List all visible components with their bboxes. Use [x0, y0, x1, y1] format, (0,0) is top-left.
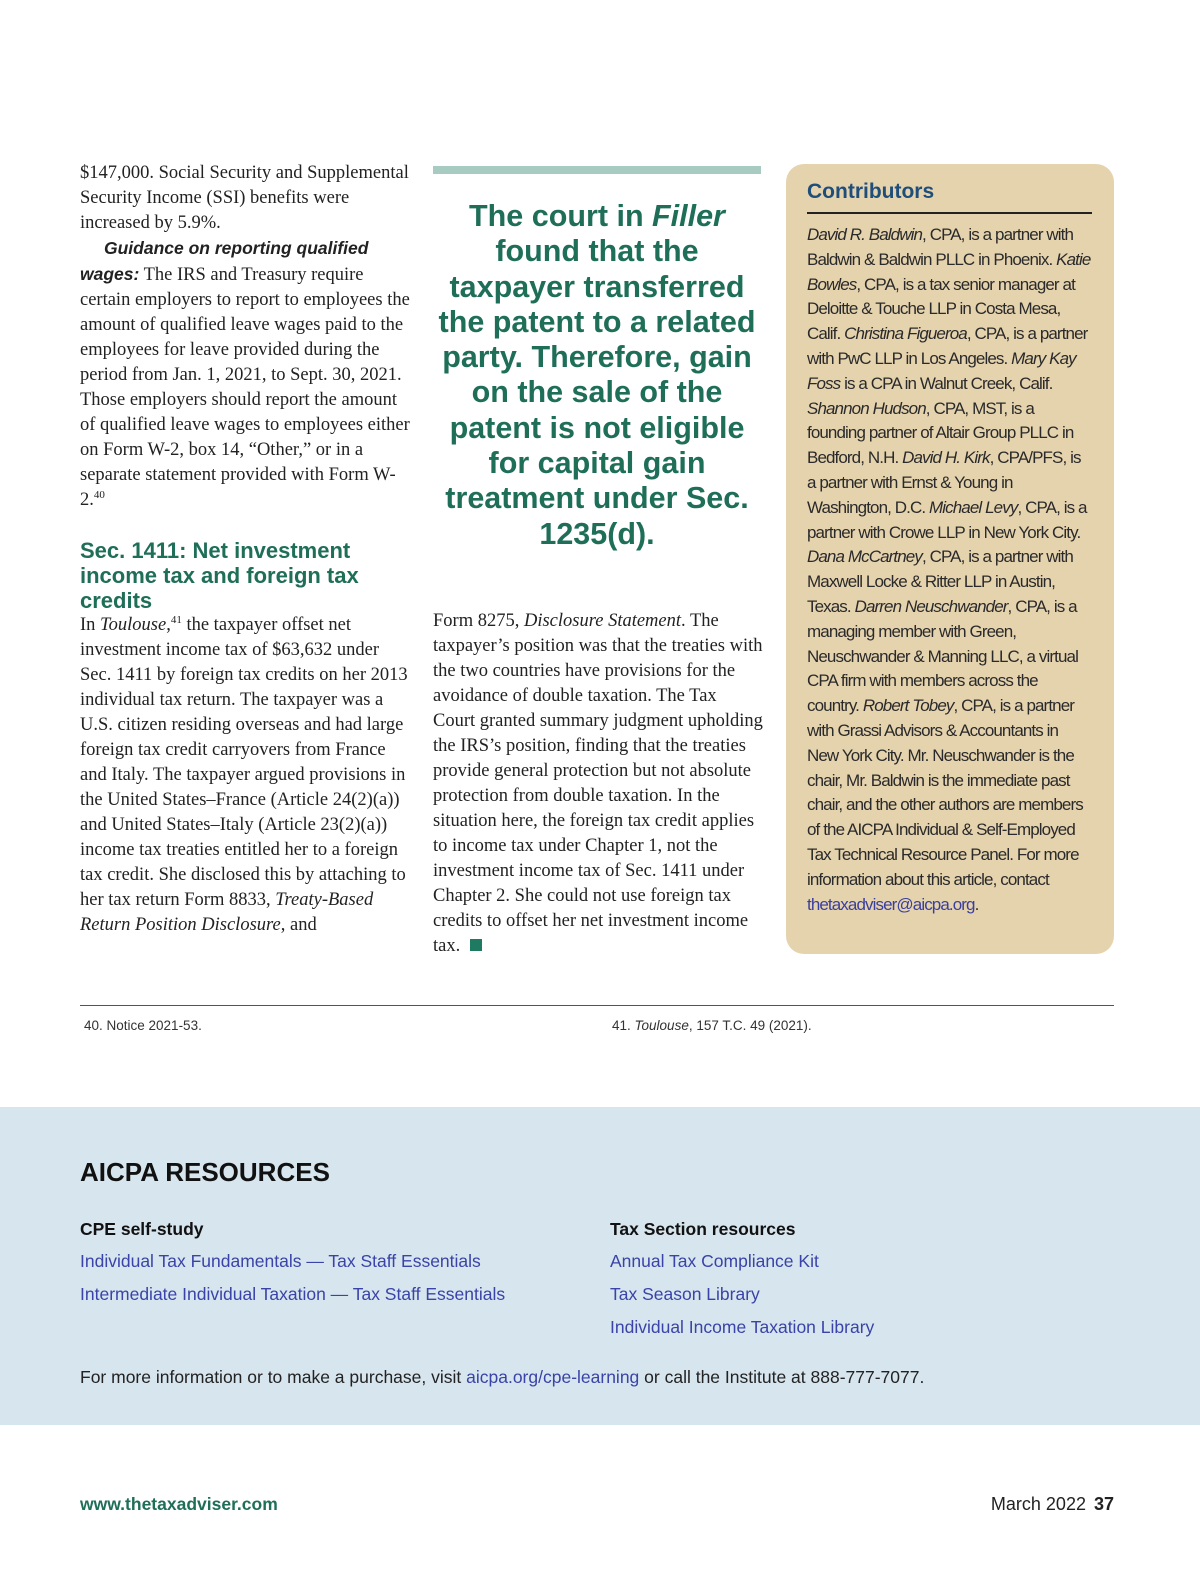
- resources-title: AICPA RESOURCES: [80, 1157, 330, 1187]
- contributors-text: [807, 223, 1092, 917]
- footnote-ref-40[interactable]: 40: [93, 489, 105, 501]
- cpe-self-study-heading: CPE self-study: [80, 1219, 204, 1239]
- contributor-name: David R. Baldwin: [807, 225, 923, 244]
- contributor-bio: is a CPA in Walnut Creek, Calif.: [840, 373, 1053, 393]
- case-name: Toulouse: [100, 615, 167, 635]
- contributor-name: Darren Neuschwander: [854, 596, 1008, 616]
- paragraph: [433, 609, 763, 959]
- contributors-box: [786, 164, 1114, 954]
- footnote-divider: [80, 1005, 1114, 1006]
- paragraph-text: The IRS and Treasury require certain employers to report to employees the amount of qualified leave wages paid to the employees for leave provided during the period from Jan. 1, 2021, to Sept. 30, 2021. Those employers should report the amount of qualified leave wages to employees either on Form W-2, box 14, “Other,” or in a separate statement provided with Form W-2.: [80, 265, 410, 510]
- contributor-bio: , CPA, is a partner with Baldwin & Baldwin PLLC in Phoenix.: [807, 225, 1074, 269]
- paragraph-text: In: [80, 615, 101, 635]
- contributor-bio: , CPA, MST, is a founding partner of Altair Group PLLC in Bedford, N.H.: [807, 398, 1074, 468]
- article-column-1: [80, 161, 410, 938]
- footnote-number: 41.: [612, 1018, 635, 1033]
- pull-quote-text: The court in: [469, 199, 653, 233]
- paragraph: [80, 613, 410, 938]
- pull-quote-text: found that the taxpayer transferred the patent to a related party. Therefore, gain on the sale of the patent is not eligible for capital gain treatment under Sec. 1235(d).: [438, 234, 756, 551]
- tax-section-resources-list: [610, 1219, 874, 1349]
- paragraph: $147,000. Social Security and Supplemental Security Income (SSI) benefits were increased by 5.9%.: [80, 163, 409, 233]
- pull-quote: [433, 166, 761, 552]
- resource-link[interactable]: Tax Season Library: [610, 1284, 760, 1304]
- resource-link[interactable]: Intermediate Individual Taxation — Tax Staff Essentials: [80, 1284, 506, 1304]
- contributor-name: Shannon Hudson: [807, 398, 926, 418]
- contributor-name: David H. Kirk: [902, 448, 990, 468]
- contributor-bio: , CPA, is a partner with Maxwell Locke & Ritter LLP in Austin, Texas.: [807, 547, 1073, 616]
- paragraph-text: , and: [280, 915, 317, 935]
- page-number: 37: [1093, 1494, 1114, 1514]
- pull-quote-case-name: Filler: [652, 199, 725, 233]
- aicpa-resources-panel: [0, 1107, 1200, 1425]
- footer-issue: [991, 1494, 1114, 1515]
- paragraph: [80, 236, 410, 513]
- footnote-ref-41[interactable]: 41: [170, 614, 182, 626]
- paragraph-text: Form 8275,: [433, 611, 524, 631]
- paragraph-text: . The taxpayer’s position was that the treaties with the two countries have provisions for the avoidance of double taxation. The Tax Court granted summary judgment upholding the IRS’s position, finding that the treaties provide general protection but not absolute protection from double taxation. In the situation here, the foreign tax credit applies to income tax under Chapter 1, not the investment income tax of Sec. 1411 under Chapter 2. She could not use foreign tax credits to offset her net investment income tax.: [433, 611, 763, 956]
- contributor-name: Katie Bowles: [807, 249, 1091, 294]
- cpe-self-study-list: [80, 1219, 505, 1316]
- contributors-title: Contributors: [807, 180, 1092, 214]
- contributor-bio: , CPA, is a partner with PwC LLP in Los Angeles.: [807, 324, 1088, 368]
- form-title: Treaty-Based Return Position Disclosure: [80, 890, 374, 935]
- purchase-info-text: For more information or to make a purchase, visit: [80, 1367, 467, 1387]
- footer-website[interactable]: www.thetaxadviser.com: [80, 1494, 278, 1514]
- resource-link[interactable]: Individual Income Taxation Library: [610, 1317, 875, 1337]
- contributor-bio: , CPA, is a partner with Grassi Advisors & Accountants in New York City. Mr. Neuschwander is the chair, Mr. Baldwin is the immediate past chair, and the other authors are members of the AICPA Individual & Self-Employed Tax Technical Resource Panel. For more information about this article, contact: [807, 696, 1083, 889]
- paragraph-text: ,: [166, 615, 171, 635]
- cpe-learning-link[interactable]: aicpa.org/cpe-learning: [466, 1367, 640, 1387]
- run-in-heading: Guidance on reporting qualified wages:: [80, 238, 369, 284]
- contributor-name: Dana McCartney: [807, 547, 922, 567]
- contributor-bio: .: [974, 894, 979, 914]
- tax-section-resources-heading: Tax Section resources: [610, 1219, 796, 1239]
- purchase-info-text: or call the Institute at 888-777-7077.: [639, 1367, 925, 1387]
- footnote-text: , 157 T.C. 49 (2021).: [688, 1018, 812, 1033]
- contributor-name: Michael Levy: [929, 497, 1018, 517]
- contributor-name: Christina Figueroa: [844, 324, 967, 344]
- resource-link[interactable]: Annual Tax Compliance Kit: [610, 1251, 819, 1271]
- end-of-article-icon: [470, 939, 482, 951]
- contributor-bio: , CPA, is a managing member with Green, Neuschwander & Manning LLC, a virtual CPA firm with members across the country.: [807, 596, 1078, 716]
- issue-date: March 2022: [990, 1494, 1086, 1514]
- footnote-40: 40. Notice 2021-53.: [84, 1018, 202, 1033]
- contributor-name: Mary Kay Foss: [807, 348, 1076, 393]
- resource-link[interactable]: Individual Tax Fundamentals — Tax Staff Essentials: [80, 1251, 481, 1271]
- contributor-name: Robert Tobey: [862, 696, 954, 716]
- paragraph-text: the taxpayer offset net investment income tax of $63,632 under Sec. 1411 by foreign tax credits on her 2013 individual tax return. The taxpayer was a U.S. citizen residing overseas and had large foreign tax credit carryovers from France and Italy. The taxpayer argued provisions in the United States–France (Article 24(2)(a)) and United States–Italy (Article 23(2)(a)) income tax treaties entitled her to a foreign tax credit. She disclosed this by attaching to her tax return Form 8833,: [80, 615, 408, 910]
- contributor-bio: , CPA, is a partner with Crowe LLP in New York City.: [807, 497, 1087, 542]
- purchase-info: [80, 1367, 924, 1388]
- form-title: Disclosure Statement: [523, 611, 682, 631]
- section-heading: Sec. 1411: Net investment income tax and foreign tax credits: [80, 538, 359, 613]
- contributor-bio: , CPA/PFS, is a partner with Ernst & Young in Washington, D.C.: [807, 448, 1081, 517]
- article-column-2: [433, 609, 763, 959]
- case-name: Toulouse: [634, 1018, 689, 1033]
- contributor-bio: , CPA, is a tax senior manager at Deloitte & Touche LLP in Costa Mesa, Calif.: [807, 274, 1075, 344]
- contact-email-link[interactable]: thetaxadviser@aicpa.org: [807, 894, 975, 914]
- footnote-41: [612, 1018, 812, 1033]
